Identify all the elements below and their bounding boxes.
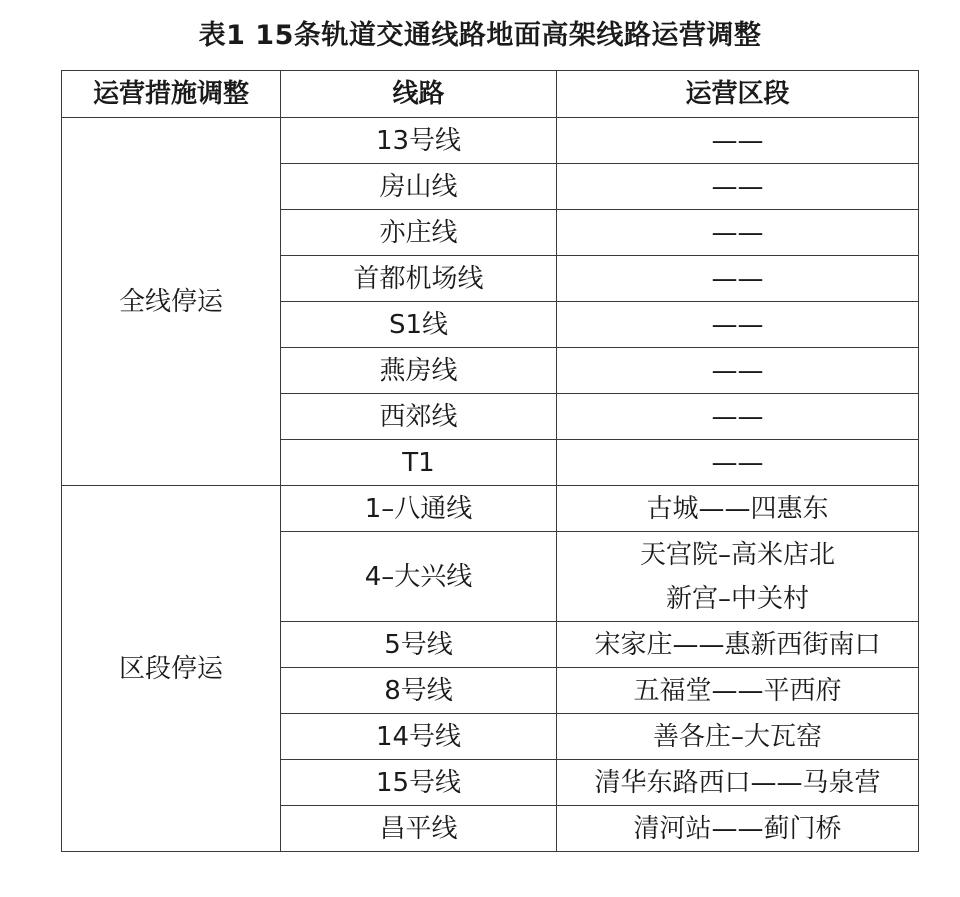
line-cell: 15号线 xyxy=(281,760,557,806)
line-cell: T1 xyxy=(281,440,557,486)
line-cell: 14号线 xyxy=(281,714,557,760)
header-line: 线路 xyxy=(281,71,557,118)
line-cell: 西郊线 xyxy=(281,394,557,440)
section-text: —— xyxy=(711,355,764,386)
section-cell xyxy=(557,806,919,852)
line-cell: 5号线 xyxy=(281,622,557,668)
header-section: 运营区段 xyxy=(557,71,919,118)
section-cell xyxy=(557,164,919,210)
section-cell xyxy=(557,348,919,394)
section-text: 五福堂——平西府 xyxy=(633,675,842,706)
section-cell xyxy=(557,622,919,668)
section-text: 善各庄–大瓦窑 xyxy=(652,721,822,752)
line-cell: 1–八通线 xyxy=(281,486,557,532)
section-text: —— xyxy=(711,263,764,294)
section-text: —— xyxy=(711,309,764,340)
section-cell xyxy=(557,532,919,622)
header-row xyxy=(62,71,919,118)
section-text: 清华东路西口——马泉营 xyxy=(594,767,881,798)
line-cell: 13号线 xyxy=(281,118,557,164)
section-text: —— xyxy=(711,125,764,156)
section-cell xyxy=(557,302,919,348)
line-cell: 首都机场线 xyxy=(281,256,557,302)
section-cell xyxy=(557,256,919,302)
section-text: 新宫–中关村 xyxy=(665,583,809,614)
table-row xyxy=(62,118,919,164)
line-cell: S1线 xyxy=(281,302,557,348)
section-text: —— xyxy=(711,401,764,432)
line-cell: 4–大兴线 xyxy=(281,532,557,622)
section-cell xyxy=(557,440,919,486)
section-text: —— xyxy=(711,171,764,202)
line-cell: 房山线 xyxy=(281,164,557,210)
measure-cell: 全线停运 xyxy=(62,118,281,486)
section-cell xyxy=(557,760,919,806)
section-cell xyxy=(557,668,919,714)
table-body xyxy=(62,118,919,852)
section-cell xyxy=(557,394,919,440)
section-cell xyxy=(557,118,919,164)
operations-table xyxy=(61,70,919,852)
line-cell: 燕房线 xyxy=(281,348,557,394)
section-cell xyxy=(557,210,919,256)
line-cell: 亦庄线 xyxy=(281,210,557,256)
section-text: 清河站——蓟门桥 xyxy=(633,813,842,844)
section-cell xyxy=(557,486,919,532)
section-text: —— xyxy=(711,447,764,478)
section-text: 古城——四惠东 xyxy=(646,493,829,524)
table-row xyxy=(62,486,919,532)
section-cell xyxy=(557,714,919,760)
line-cell: 昌平线 xyxy=(281,806,557,852)
table-title: 表1 15条轨道交通线路地面高架线路运营调整 xyxy=(198,20,762,51)
section-text: 天宫院–高米店北 xyxy=(639,539,835,570)
line-cell: 8号线 xyxy=(281,668,557,714)
section-text: 宋家庄——惠新西街南口 xyxy=(594,629,881,660)
header-measure: 运营措施调整 xyxy=(62,71,281,118)
section-text: —— xyxy=(711,217,764,248)
measure-cell: 区段停运 xyxy=(62,486,281,852)
